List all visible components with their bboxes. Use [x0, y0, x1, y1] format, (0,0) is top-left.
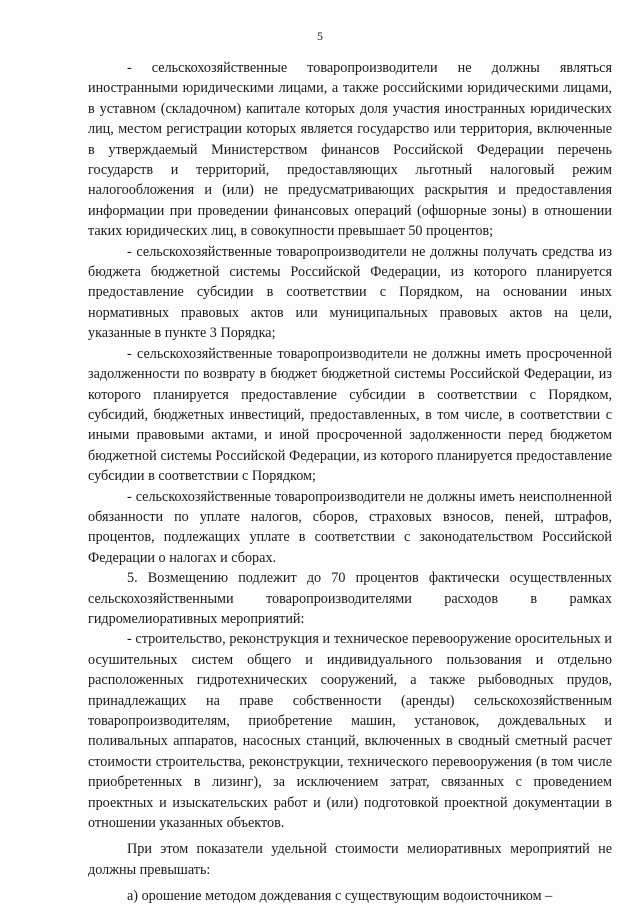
page-number: 5	[317, 29, 323, 43]
document-body	[88, 58, 612, 907]
paragraph-budget-funds: - сельскохозяйственные товаропроизводители не должны получать средства из бюджета бюджетной системы Российской Федерации, из которого планируется предоставление субсидии в соответствии с Порядком, на основании иных нормативных правовых актов или муниципальных правовых актов на цели, указанные в пункте 3 Порядка;	[88, 243, 612, 342]
paragraph-cost-indicators: При этом показатели удельной стоимости мелиоративных мероприятий не должны превышать:	[88, 841, 612, 878]
paragraph-irrigation-sprinkling: а) орошение методом дождевания с существующим водоисточником –	[127, 888, 553, 905]
paragraph-foreign-entities: - сельскохозяйственные товаропроизводители не должны являться иностранными юридическими лицами, а также российскими юридическими лицами, в уставном (складочном) капитале которых доля участия иностранных юридических лиц, местом регистрации которых является государство или территория, включенные в утверждаемый Министерством финансов Российской Федерации перечень государств и территорий, предоставляющих льготный налоговый режим налогообложения и (или) не предусматривающих раскрытия и предоставления информации при проведении финансовых операций (офшорные зоны) в отношении таких юридических лиц, в совокупности превышает 50 процентов;	[88, 60, 612, 240]
paragraph-tax-obligations: - сельскохозяйственные товаропроизводители не должны иметь неисполненной обязанности по уплате налогов, сборов, страховых взносов, пеней, штрафов, процентов, подлежащих уплате в соответствии с законодательством Российской Федерации о налогах и сборах.	[88, 488, 612, 566]
paragraph-construction: - строительство, реконструкция и техническое перевооружение оросительных и осушительных систем общего и индивидуального пользования и отдельно расположенных гидротехнических сооружений, а также рыбоводных прудов, принадлежащих на праве собственности (аренды) сельскохозяйственным товаропроизводителям, приобретение машин, установок, дождевальных и поливальных аппаратов, насосных станций, включенных в сводный сметный расчет стоимости строительства, реконструкции, технического перевооружения (в том числе приобретенных в лизинг), за исключением затрат, связанных с проведением проектных и изыскательских работ и (или) подготовкой проектной документации в отношении указанных объектов.	[88, 631, 612, 832]
paragraph-reimbursement: 5. Возмещению подлежит до 70 процентов фактически осуществленных сельскохозяйственными товаропроизводителями расходов в рамках гидромелиоративных мероприятий:	[88, 570, 612, 627]
paragraph-overdue-debt: - сельскохозяйственные товаропроизводители не должны иметь просроченной задолженности по возврату в бюджет бюджетной системы Российской Федерации, из которого планируется предоставление субсидии в соответствии с Порядком, субсидий, бюджетных инвестиций, предоставленных, в том числе, в соответствии с иными правовыми актами, и иной просроченной задолженности перед бюджетом бюджетной системы Российской Федерации, из которого планируется предоставление субсидии в соответствии с Порядком;	[88, 345, 612, 485]
